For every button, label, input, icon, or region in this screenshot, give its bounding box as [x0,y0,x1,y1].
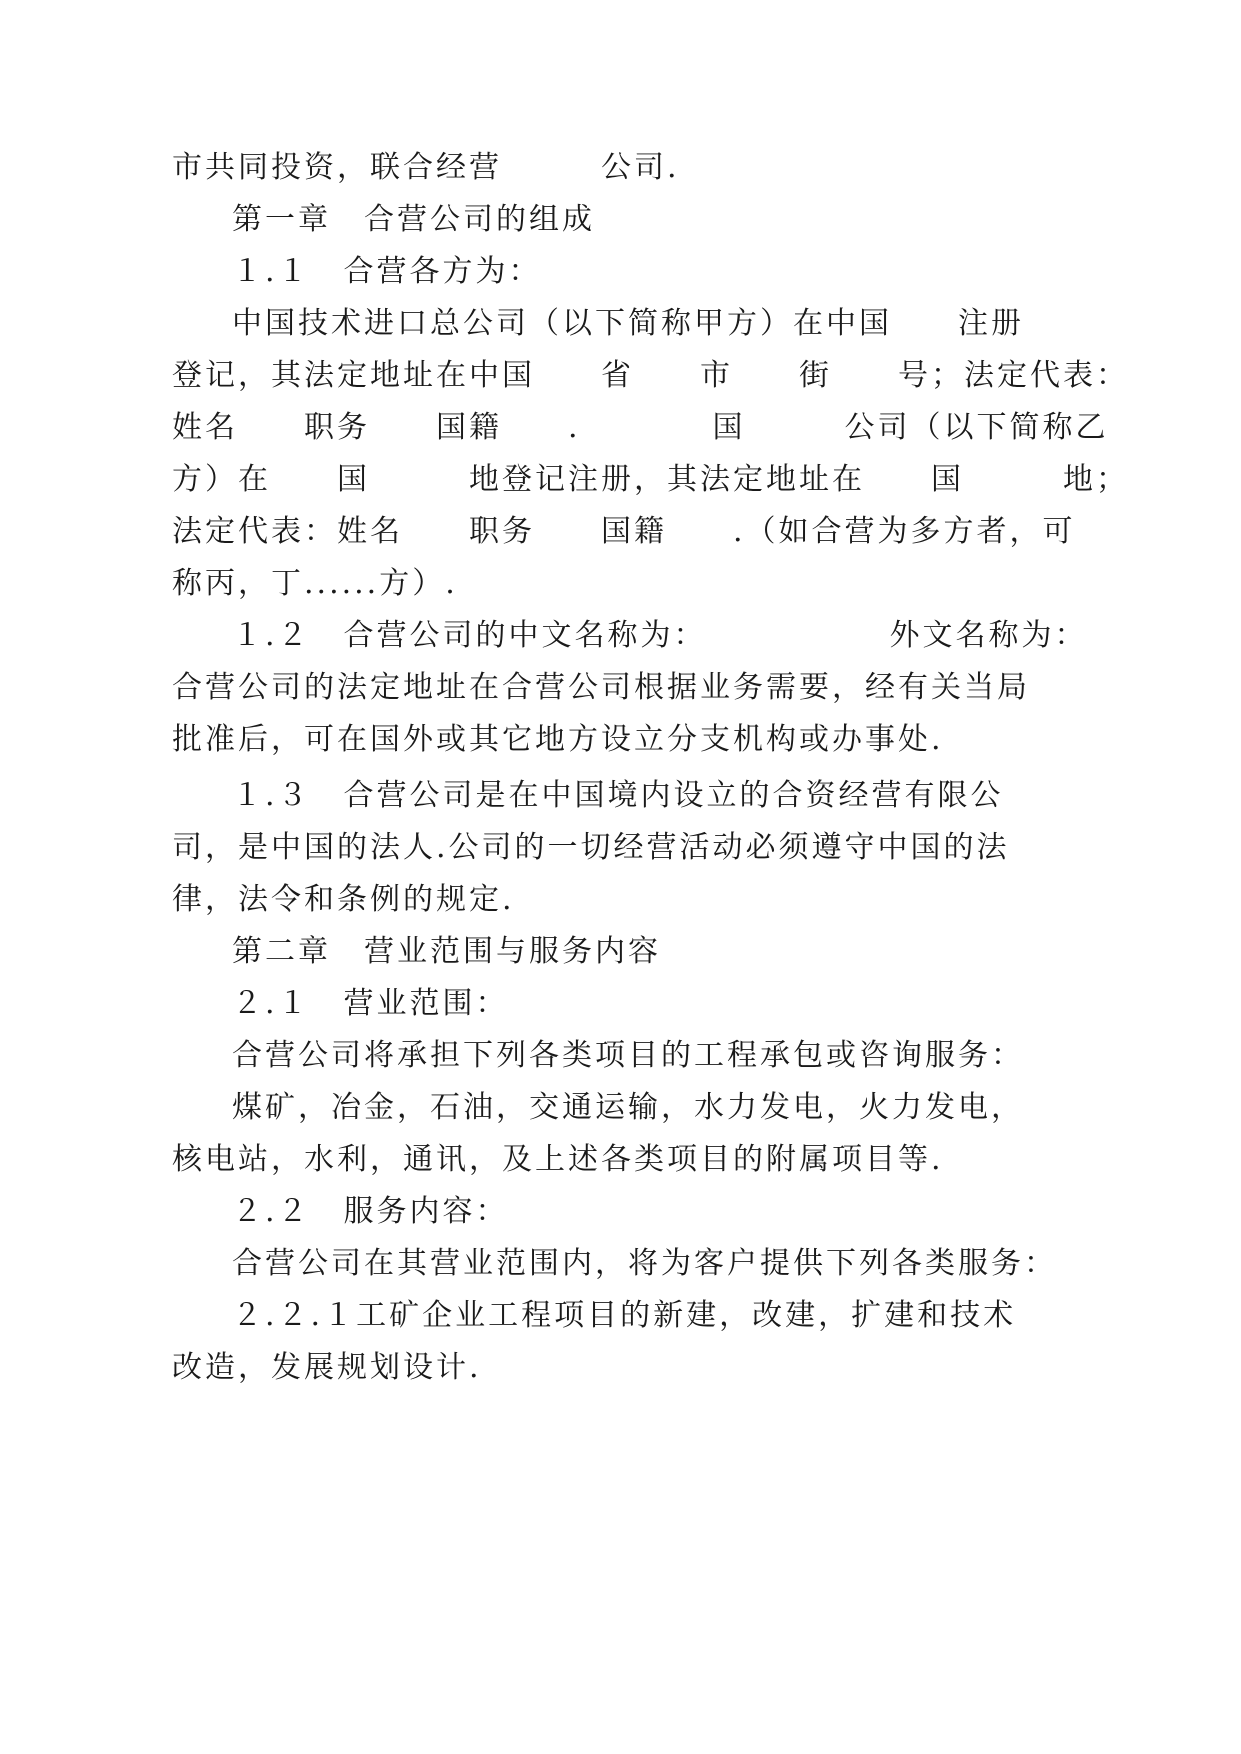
text-line: 司，是中国的法人.公司的一切经营活动必须遵守中国的法 [172,830,1010,865]
text-line: 姓名 职务 国籍 . 国 公司（以下简称乙 [172,410,1109,445]
text-line: 煤矿，冶金，石油，交通运输，水力发电，火力发电， [232,1090,1024,1125]
text-line: 合营公司在其营业范围内，将为客户提供下列各类服务： [232,1246,1057,1281]
text-line: 中国技术进口总公司（以下简称甲方）在中国 注册 [232,306,1024,341]
section-heading: ２.２ 服务内容： [232,1194,509,1229]
text-line: 合营公司的法定地址在合营公司根据业务需要，经有关当局 [172,670,1030,705]
text-line: 改造，发展规划设计. [172,1350,482,1385]
text-line: 登记，其法定地址在中国 省 市 街 号；法定代表： [172,358,1129,393]
section-heading: １.１ 合营各方为： [232,254,542,289]
text-line: 称丙，丁......方）. [172,566,458,601]
section-heading: １.３ 合营公司是在中国境内设立的合资经营有限公 [232,778,1004,813]
text-line: 市共同投资，联合经营 公司. [172,150,680,185]
text-line: 方）在 国 地登记注册，其法定地址在 国 地； [172,462,1129,497]
text-line: 法定代表：姓名 职务 国籍 .（如合营为多方者，可 [172,514,1076,549]
section-heading: ２.１ 营业范围： [232,986,509,1021]
chapter-heading: 第一章 合营公司的组成 [232,202,595,237]
text-line: 律，法令和条例的规定. [172,882,515,917]
section-heading: １.２ 合营公司的中文名称为： 外文名称为： [232,618,1088,653]
text-line: 合营公司将承担下列各类项目的工程承包或咨询服务： [232,1038,1024,1073]
section-heading: ２.２.１工矿企业工程项目的新建，改建，扩建和技术 [232,1298,1017,1333]
chapter-heading: 第二章 营业范围与服务内容 [232,934,661,969]
text-line: 批准后，可在国外或其它地方设立分支机构或办事处. [172,722,944,757]
text-line: 核电站，水利，通讯，及上述各类项目的附属项目等. [172,1142,944,1177]
